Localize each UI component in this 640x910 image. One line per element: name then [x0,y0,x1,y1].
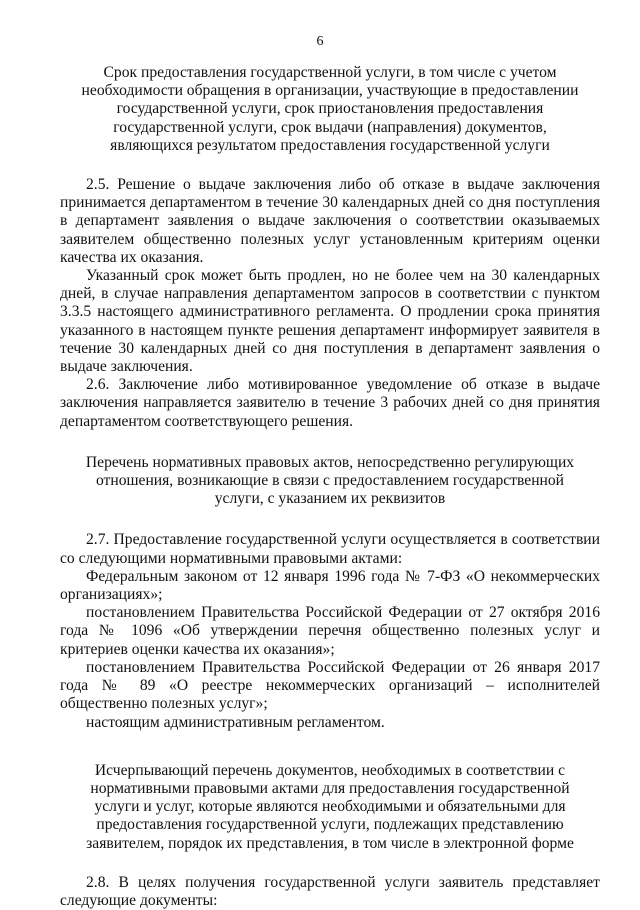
paragraph-2-5: 2.5. Решение о выдаче заключения либо об отказе в выдаче заключения принимается департаментом в течение 30 календарных дней со дня поступления в департамент заявления о выдаче заключения о соответствии оказываемых заявителем общественно полезных услуг установленным критериям оценки качества их оказания. [60,176,600,266]
page-content [60,64,600,910]
paragraph-2-8: 2.8. В целях получения государственной услуги заявитель представляет следующие документы: [60,873,600,909]
list-item: постановлением Правительства Российской Федерации от 27 октября 2016 года № 1096 «Об утверждении перечня общественно полезных услуг и критериев оценки качества их оказания»; [60,604,600,658]
list-item: настоящим административным регламентом. [86,713,385,731]
section-heading-term: Срок предоставления государственной услуги, в том числе с учетом необходимости обращения в организации, участвующие в предоставлении государственной услуги, срок приостановления предоставления государственной услуги, срок выдачи (направления) документов, являющихся результатом предоставления государственной услуги [81,64,579,154]
list-item: постановлением Правительства Российской Федерации от 26 января 2017 года № 89 «О реестре некоммерческих организаций – исполнителей общественно полезных услуг»; [60,658,600,713]
section-heading-documents: Исчерпывающий перечень документов, необходимых в соответствии с нормативными правовыми актами для предоставления государственной услуги и услуг, которые являются необходимыми и обязательными для предоставления государственной услуги, подлежащих представлению заявителем, порядок их представления, в том числе в электронной форме [86,761,574,852]
page-number: 6 [316,34,324,49]
legal-acts-list [60,568,600,732]
paragraph-2-7: 2.7. Предоставление государственной услуги осуществляется в соответствии со следующими нормативными правовыми актами: [60,531,600,567]
section-heading-legal-acts: Перечень нормативных правовых актов, непосредственно регулирующих отношения, возникающие в связи с предоставлением государственной услуги, с указанием их реквизитов [85,453,575,508]
paragraph-term-extension: Указанный срок может быть продлен, но не более чем на 30 календарных дней, в случае направления департаментом запросов в соответствии с пунктом 3.3.5 настоящего административного регламента. О продлении срока принятия указанного в настоящем пункте решения департамент информирует заявителя в течение 30 календарных дней со дня поступления в департамент заявления о выдаче заключения. [60,267,600,376]
paragraph-2-6: 2.6. Заключение либо мотивированное уведомление об отказе в выдаче заключения направляется заявителю в течение 3 рабочих дней со дня принятия департаментом соответствующего решения. [60,376,600,430]
list-item: Федеральным законом от 12 января 1996 года № 7-ФЗ «О некоммерческих организациях»; [60,567,600,604]
